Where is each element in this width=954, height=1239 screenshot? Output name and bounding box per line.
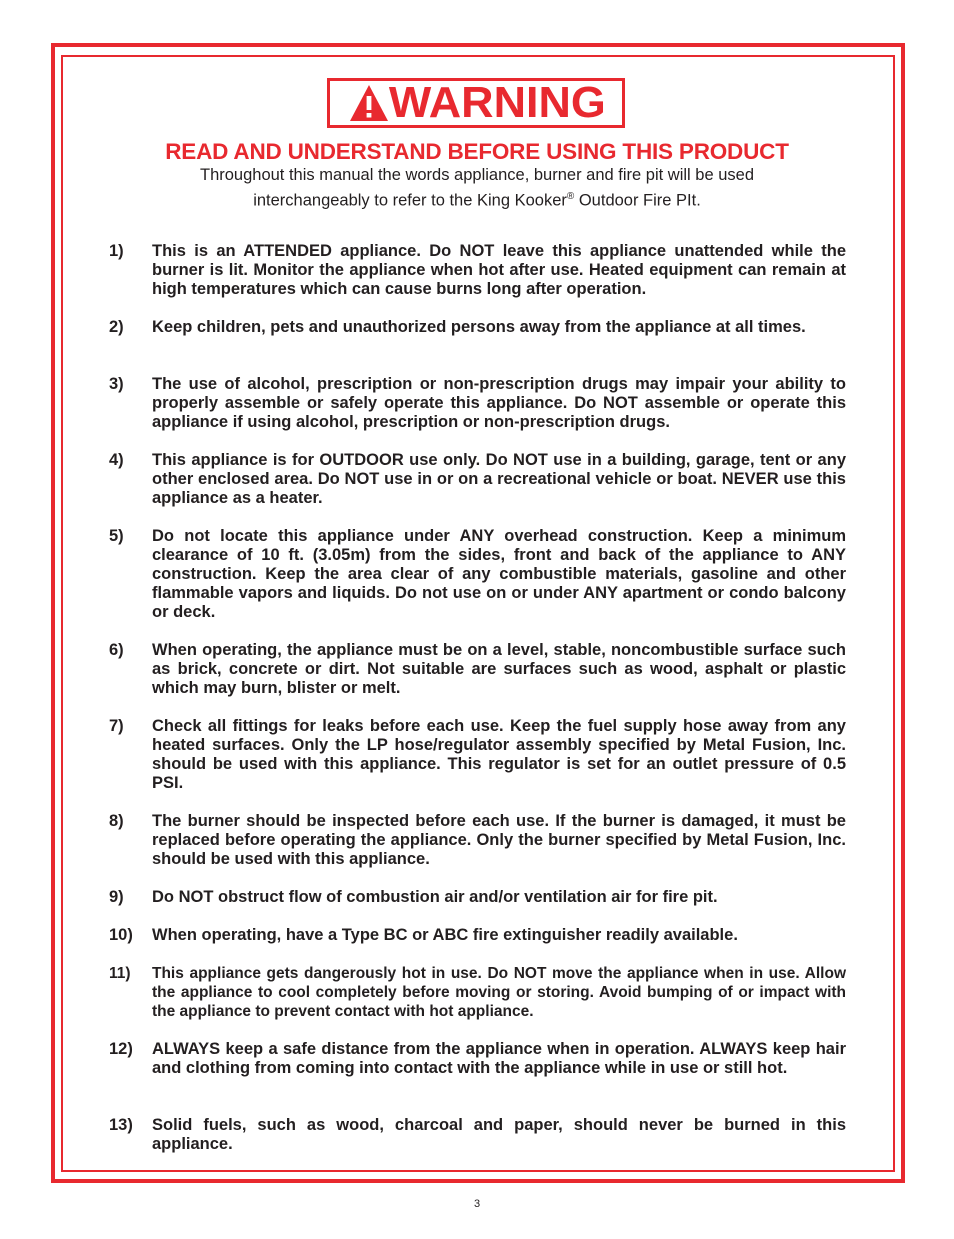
rule-number: 3) bbox=[109, 375, 124, 393]
rule-number: 13) bbox=[109, 1116, 133, 1134]
rule-number: 12) bbox=[109, 1040, 133, 1058]
rule-number: 2) bbox=[109, 318, 124, 336]
rule-text: This appliance is for OUTDOOR use only. Do NOT use in a building, garage, tent or any other enclosed area. Do NOT use in or on a recreational vehicle or boat. NEVER use this appliance as a heater. bbox=[152, 451, 846, 507]
rule-item bbox=[109, 242, 846, 299]
warning-label: WARNING bbox=[388, 78, 606, 127]
warning-triangle-icon bbox=[349, 84, 389, 122]
rule-item bbox=[109, 451, 846, 508]
rule-text: When operating, have a Type BC or ABC fire extinguisher readily available. bbox=[152, 926, 738, 944]
intro-line-2-before: interchangeably to refer to the King Kooker bbox=[253, 191, 567, 210]
rule-number: 8) bbox=[109, 812, 124, 830]
rule-item bbox=[109, 964, 846, 1021]
rule-item bbox=[109, 888, 846, 907]
rule-number: 1) bbox=[109, 242, 124, 260]
headline: READ AND UNDERSTAND BEFORE USING THIS PRODUCT bbox=[165, 139, 789, 164]
rule-number: 6) bbox=[109, 641, 124, 659]
rule-item bbox=[109, 812, 846, 869]
rule-number: 10) bbox=[109, 926, 133, 944]
rule-text: The burner should be inspected before each use. If the burner is damaged, it must be replaced before operating the appliance. Only the burner specified by Metal Fusion, Inc. should be used with this appliance. bbox=[152, 812, 846, 868]
rule-number: 4) bbox=[109, 451, 124, 469]
rule-text: When operating, the appliance must be on a level, stable, noncombustible surface such as brick, concrete or dirt. Not suitable are surfaces such as wood, asphalt or plastic which may burn, blister or melt. bbox=[152, 641, 846, 697]
rule-text: Do NOT obstruct flow of combustion air and/or ventilation air for fire pit. bbox=[152, 888, 718, 906]
rule-number: 11) bbox=[109, 965, 131, 982]
page-number: 3 bbox=[473, 1198, 481, 1210]
intro-text bbox=[0, 165, 954, 212]
rule-text: This appliance gets dangerously hot in use. Do NOT move the appliance when in use. Allow the appliance to cool completely before moving or storing. Avoid bumping of or impact with the appliance to prevent contact with hot appliance. bbox=[152, 965, 846, 1020]
warning-banner bbox=[327, 78, 625, 128]
intro-line-1: Throughout this manual the words appliance, burner and fire pit will be used bbox=[200, 166, 754, 184]
rule-text: ALWAYS keep a safe distance from the appliance when in operation. ALWAYS keep hair and clothing from coming into contact with the appliance while in use or still hot. bbox=[152, 1040, 846, 1077]
rule-item bbox=[109, 527, 846, 622]
rule-text: The use of alcohol, prescription or non-prescription drugs may impair your ability to properly assemble or safely operate this appliance. Do NOT assemble or operate this appliance if using alcohol, prescription or non-prescription drugs. bbox=[152, 375, 846, 431]
intro-line-2-after: Outdoor Fire PIt. bbox=[574, 191, 701, 210]
rule-item bbox=[109, 1116, 846, 1154]
rule-item bbox=[109, 1040, 846, 1078]
rule-number: 9) bbox=[109, 888, 124, 906]
rule-text: Check all fittings for leaks before each use. Keep the fuel supply hose away from any heated surfaces. Only the LP hose/regulator assembly specified by Metal Fusion, Inc. should be used with this appliance. This regulator is set for an outlet pressure of 0.5 PSI. bbox=[152, 717, 846, 792]
rule-number: 5) bbox=[109, 527, 124, 545]
rule-number: 7) bbox=[109, 717, 124, 735]
rule-item bbox=[109, 641, 846, 698]
rule-text: Do not locate this appliance under ANY overhead construction. Keep a minimum clearance of 10 ft. (3.05m) from the sides, front and back of the appliance to ANY construction. Keep the area clear of any combustible materials, gasoline and other flammable vapors and liquids. Do not use on or under ANY apartment or condo balcony or deck. bbox=[152, 527, 846, 621]
rule-text: Keep children, pets and unauthorized persons away from the appliance at all times. bbox=[152, 318, 806, 336]
rule-text: Solid fuels, such as wood, charcoal and paper, should never be burned in this appliance. bbox=[152, 1116, 846, 1153]
intro-line-2 bbox=[0, 186, 954, 212]
rule-text: This is an ATTENDED appliance. Do NOT leave this appliance unattended while the burner is lit. Monitor the appliance when hot after use. Heated equipment can remain at high temperatures which can cause burns long after operation. bbox=[152, 242, 846, 298]
rule-item bbox=[109, 375, 846, 432]
rule-item bbox=[109, 717, 846, 793]
rule-item bbox=[109, 318, 846, 337]
registered-mark: ® bbox=[566, 191, 575, 202]
rule-item bbox=[109, 926, 846, 945]
